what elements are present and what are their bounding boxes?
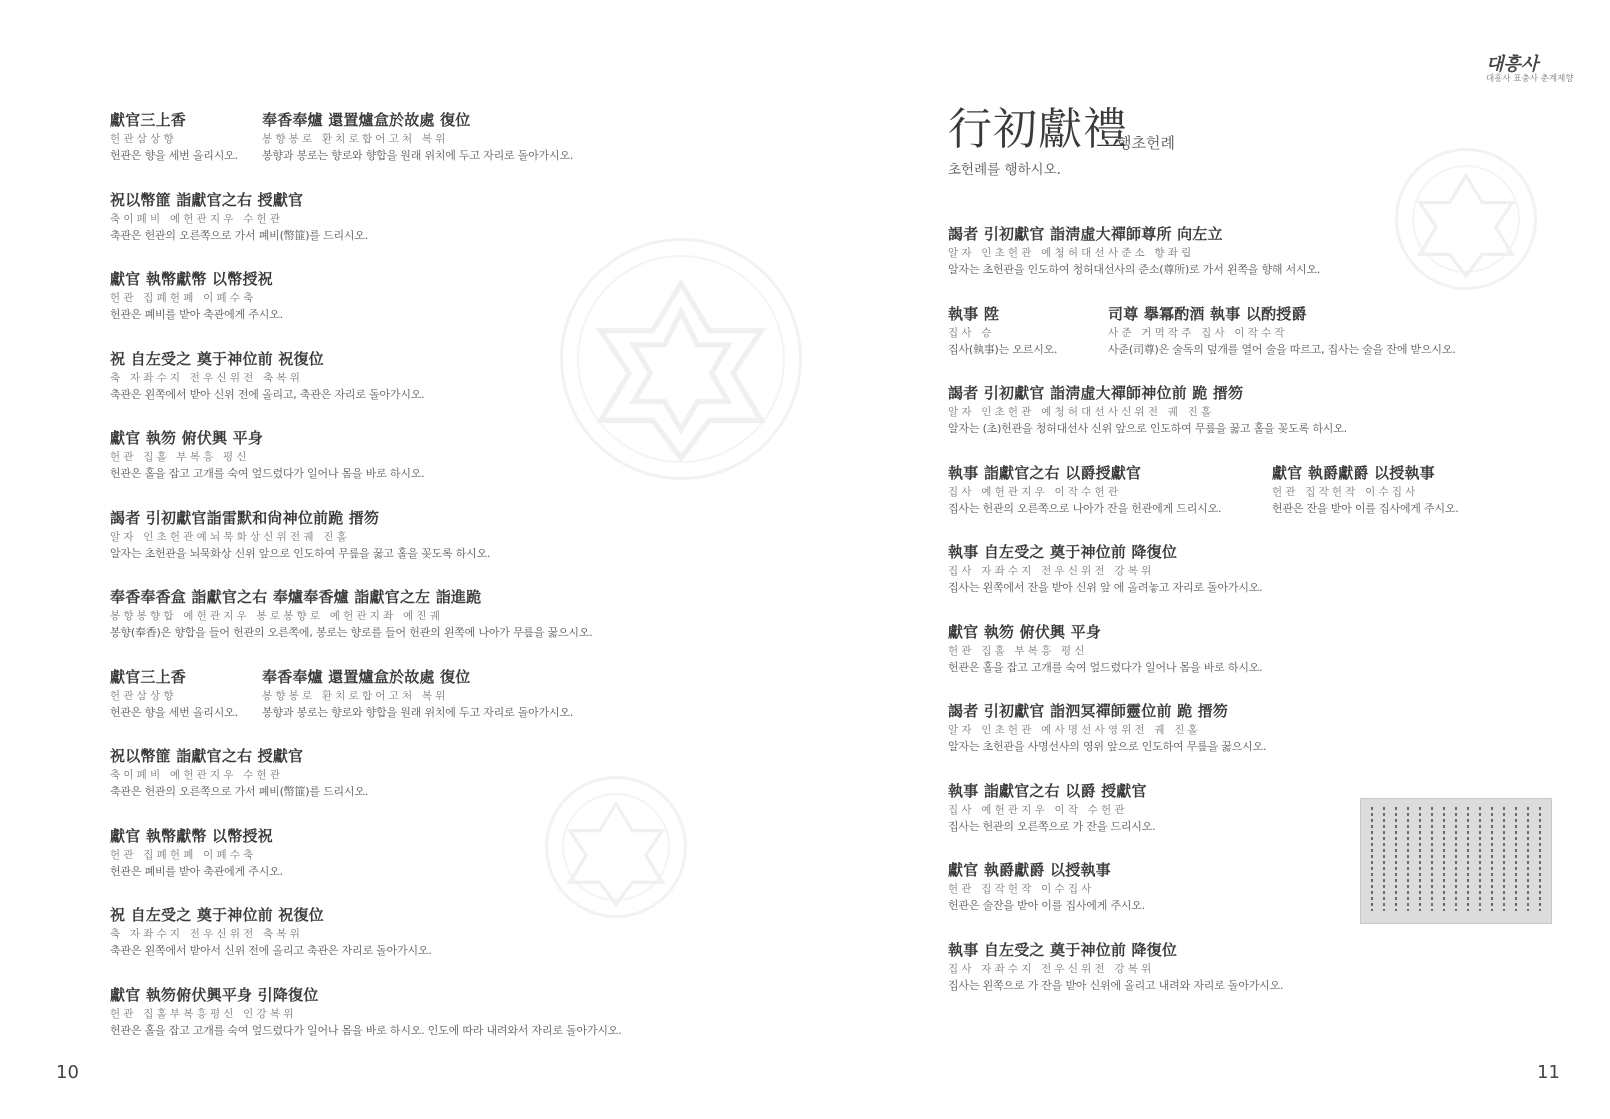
entry-hanja: 獻官三上香 [110, 111, 187, 129]
entry-translation: 축관은 헌관의 오른쪽으로 가서 폐비(幣篚)를 드리시오. [110, 228, 369, 242]
liturgy-entry [948, 781, 1155, 835]
entry-reading: 사준 거멱작주 집사 이작수작 [1108, 326, 1288, 339]
entry-translation: 헌관은 잔을 받아 이를 집사에게 주시오. [1272, 501, 1459, 515]
liturgy-entry [110, 110, 238, 164]
entry-reading: 봉향봉향합 예헌관지우 봉로봉향로 예헌관지좌 예진궤 [110, 610, 444, 622]
entry-reading: 헌관 집폐헌폐 이폐수축 [110, 292, 257, 304]
entry-translation: 헌관은 홀을 잡고 고개를 숙여 엎드렸다가 일어나 몸을 바로 하시오. [110, 467, 425, 480]
liturgy-entry [948, 463, 1221, 517]
entry-hanja: 祝以幣篚 詣獻官之右 授獻官 [110, 190, 304, 209]
entry-reading: 축이폐비 예헌관지우 수헌관 [110, 212, 284, 225]
entry-translation: 사준(司尊)은 술독의 덮개를 열어 술을 따르고, 집사는 술을 잔에 받으시오. [1108, 342, 1456, 356]
liturgy-entry [948, 542, 1262, 596]
entry-translation: 헌관은 폐비를 받아 축관에게 주시오. [110, 308, 283, 321]
entry-hanja: 獻官 執爵獻爵 以授執事 [1272, 463, 1435, 482]
entry-hanja: 奉香奉爐 還置爐盒於故處 復位 [262, 667, 471, 686]
entry-reading: 헌관 집홀 부복흥 평신 [948, 644, 1088, 657]
liturgy-entry [110, 508, 490, 562]
entry-translation: 집사는 왼쪽으로 가 잔을 받아 신위에 올리고 내려와 자리로 돌아가시오. [948, 978, 1284, 992]
entry-translation: 헌관은 홀을 잡고 고개를 숙여 엎드렸다가 일어나 몸을 바로 하시오. 인도에 따라 내려와서 자리로 돌아가시오. [110, 1023, 622, 1037]
entry-hanja: 獻官 執幣獻幣 以幣授祝 [110, 826, 273, 845]
entry-reading: 축이폐비 예헌관지우 수헌관 [110, 769, 284, 781]
liturgy-entry [110, 905, 432, 959]
liturgy-entry [948, 940, 1283, 994]
entry-translation: 축관은 왼쪽에서 받아 신위 전에 올리고, 축관은 자리로 돌아가시오. [110, 387, 425, 401]
entry-hanja: 執事 自左受之 奠于神位前 降復位 [948, 543, 1178, 561]
entry-reading: 헌관 집작헌작 이수집사 [948, 883, 1095, 895]
entry-hanja: 執事 自左受之 奠于神位前 降復位 [948, 940, 1178, 959]
entry-translation: 헌관은 홀을 잡고 고개를 숙여 엎드렸다가 일어나 몸을 바로 하시오. [948, 660, 1263, 674]
entry-reading: 헌관 집홀 부복흥 평신 [110, 451, 250, 463]
entry-reading: 알자 인초헌관 예청허대선사신위전 궤 진홀 [948, 406, 1215, 418]
liturgy-entry [110, 428, 424, 482]
liturgy-entry [948, 383, 1347, 437]
page-number: 11 [1537, 1062, 1560, 1083]
entry-translation: 봉향과 봉로는 향로와 향합을 원래 위치에 두고 자리로 돌아가시오. [262, 705, 574, 719]
entry-translation: 축관은 왼쪽에서 받아서 신위 전에 올리고 축관은 자리로 돌아가시오. [110, 944, 432, 957]
liturgy-entry [262, 110, 573, 164]
liturgy-entry [948, 622, 1262, 676]
entry-reading: 헌관 집홀부복흥평신 인강복위 [110, 1007, 297, 1020]
entry-reading: 알자 인초헌관예뇌묵화상신위전궤 진홀 [110, 530, 350, 543]
entry-translation: 집사는 왼쪽에서 잔을 받아 신위 앞 에 올려놓고 자리로 돌아가시오. [948, 581, 1263, 594]
entry-translation: 알자는 초헌관을 인도하여 청허대선사의 준소(尊所)로 가서 왼쪽을 향해 서시오. [948, 263, 1321, 276]
entry-translation: 집사(執事)는 오르시오. [948, 342, 1058, 356]
liturgy-entry [1108, 304, 1456, 358]
entry-reading: 봉향봉로 환치로합어고처 복위 [262, 689, 449, 702]
liturgy-entry [948, 860, 1145, 914]
section-title-reading: 행초헌례 [1117, 134, 1175, 152]
entry-reading: 집사 승 [948, 326, 995, 339]
entry-reading: 알자 인초헌관 예사명선사영위전 궤 진홀 [948, 724, 1201, 736]
entry-reading: 집사 자좌수지 전우신위전 강복위 [948, 962, 1155, 975]
section-title: 行初獻禮 [948, 104, 1128, 155]
entry-reading: 축 자좌수지 전우신위전 축복위 [110, 371, 304, 384]
entry-hanja: 獻官三上香 [110, 667, 187, 686]
entry-hanja: 謁者 引初獻官 詣淸虛大禪師尊所 向左立 [948, 225, 1223, 243]
liturgy-entry [110, 667, 238, 721]
entry-translation: 알자는 초헌관을 사명선사의 영위 앞으로 인도하여 무릎을 꿇으시오. [948, 740, 1267, 753]
temple-logo-caption: 대흥사 표충사 춘계제향 [1486, 74, 1574, 84]
entry-reading: 알자 인초헌관 예청허대선사준소 향좌립 [948, 247, 1195, 259]
watermark-emblem [560, 238, 802, 480]
watermark-emblem [545, 776, 687, 918]
liturgy-entry [110, 190, 368, 244]
section-title-translation: 초헌례를 행하시오. [948, 162, 1061, 178]
entry-reading: 봉향봉로 환치로합어고처 복위 [262, 133, 449, 145]
liturgy-entry [948, 224, 1320, 278]
entry-translation: 알자는 (초)헌관을 청허대선사 신위 앞으로 인도하여 무릎을 꿇고 홀을 꽂도록 하시오. [948, 422, 1347, 435]
entry-translation: 헌관은 향을 세번 올리시오. [110, 149, 238, 162]
entry-translation: 축관은 헌관의 오른쪽으로 가서 폐비(幣篚)를 드리시오. [110, 785, 369, 798]
entry-translation: 봉향과 봉로는 향로와 향합을 원래 위치에 두고 자리로 돌아가시오. [262, 149, 574, 162]
entry-hanja: 獻官 執笏俯伏興平身 引降復位 [110, 985, 319, 1004]
entry-translation: 헌관은 술잔을 받아 이를 집사에게 주시오. [948, 899, 1146, 912]
entry-hanja: 謁者 引初獻官詣雷默和尙神位前跪 搢笏 [110, 508, 380, 527]
liturgy-entry [110, 826, 283, 880]
entry-hanja: 執事 詣獻官之右 以爵授獻官 [948, 463, 1142, 482]
liturgy-entry [110, 349, 424, 403]
entry-translation: 봉향(奉香)은 향합을 들어 헌관의 오른쪽에, 봉로는 향로를 들어 헌관의 왼쪽에 나아가 무릎을 꿇으시오. [110, 626, 593, 639]
entry-hanja: 謁者 引初獻官 詣淸虛大禪師神位前 跪 搢笏 [948, 384, 1244, 402]
entry-reading: 헌관 집폐헌폐 이폐수축 [110, 848, 257, 861]
entry-hanja: 奉香奉香盒 詣獻官之右 奉爐奉香爐 詣獻官之左 詣進跪 [110, 588, 482, 606]
liturgy-entry [262, 667, 573, 721]
entry-hanja: 祝 自左受之 奠于神位前 祝復位 [110, 906, 324, 924]
entry-hanja: 奉香奉爐 還置爐盒於故處 復位 [262, 111, 471, 129]
entry-translation: 헌관은 향을 세번 올리시오. [110, 705, 238, 719]
temple-logo: 대흥사 [1486, 54, 1539, 75]
historical-document-photo [1360, 798, 1552, 924]
entry-hanja: 祝 自左受之 奠于神位前 祝復位 [110, 349, 324, 368]
entry-translation: 집사는 헌관의 오른쪽으로 나아가 잔을 헌관에게 드리시오. [948, 501, 1222, 515]
entry-hanja: 謁者 引初獻官 詣泗冥禪師靈位前 跪 搢笏 [948, 702, 1229, 720]
entry-reading: 헌관삼상향 [110, 689, 177, 702]
liturgy-entry [110, 587, 593, 641]
entry-hanja: 執事 陞 [948, 304, 1000, 323]
entry-hanja: 執事 詣獻官之右 以爵 授獻官 [948, 781, 1147, 800]
entry-reading: 헌관 집작헌작 이수집사 [1272, 485, 1419, 498]
entry-hanja: 祝以幣篚 詣獻官之右 授獻官 [110, 747, 304, 765]
page-number: 10 [56, 1062, 79, 1083]
entry-translation: 집사는 헌관의 오른쪽으로 가 잔을 드리시오. [948, 819, 1156, 833]
entry-translation: 헌관은 폐비를 받아 축관에게 주시오. [110, 864, 283, 878]
watermark-emblem [1395, 148, 1537, 290]
entry-reading: 축 자좌수지 전우신위전 축복위 [110, 928, 304, 940]
liturgy-entry [1272, 463, 1459, 517]
entry-hanja: 獻官 執爵獻爵 以授執事 [948, 861, 1111, 879]
liturgy-entry [110, 746, 368, 800]
entry-hanja: 司尊 擧冪酌酒 執事 以酌授爵 [1108, 304, 1307, 323]
entry-reading: 헌관삼상향 [110, 133, 177, 145]
liturgy-entry [948, 304, 1057, 358]
entry-reading: 집사 자좌수지 전우신위전 강복위 [948, 565, 1155, 577]
entry-hanja: 獻官 執幣獻幣 以幣授祝 [110, 270, 273, 288]
liturgy-entry [110, 985, 622, 1039]
entry-reading: 집사 예헌관지우 이작수헌관 [948, 485, 1122, 498]
entry-hanja: 獻官 執笏 俯伏興 平身 [948, 622, 1102, 641]
liturgy-entry [948, 701, 1266, 755]
entry-translation: 알자는 초헌관을 뇌묵화상 신위 앞으로 인도하여 무릎을 꿇고 홀을 꽂도록 하시오. [110, 546, 491, 560]
liturgy-entry [110, 269, 283, 323]
entry-reading: 집사 예헌관지우 이작 수헌관 [948, 803, 1128, 816]
entry-hanja: 獻官 執笏 俯伏興 平身 [110, 429, 264, 447]
